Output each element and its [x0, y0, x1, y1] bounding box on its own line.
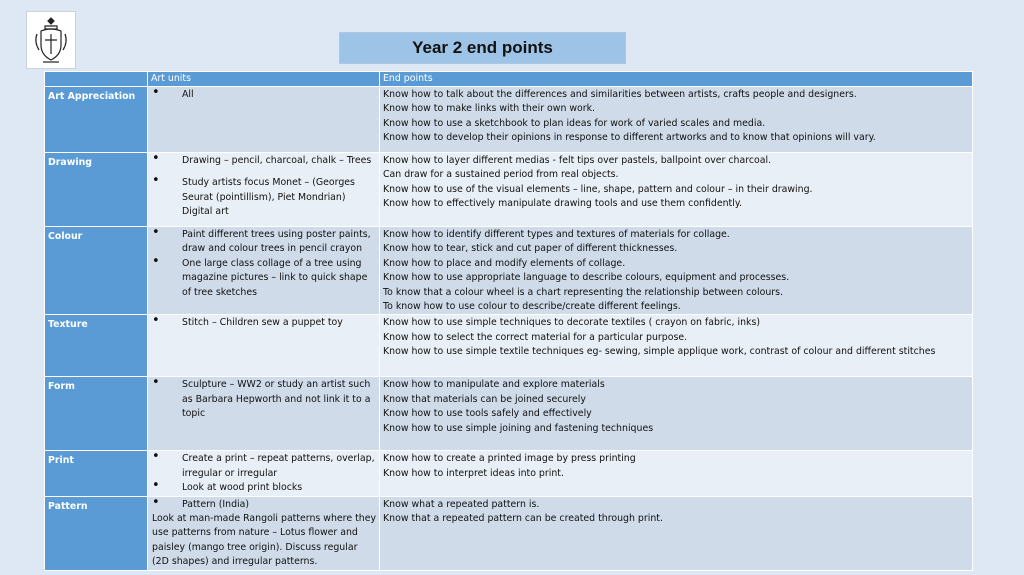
unit-item: • Study artists focus Monet – (Georges Seurat (pointillism), Piet Mondrian) Digital art	[152, 176, 376, 219]
end-point: Know how to use simple joining and fastening techniques	[383, 422, 654, 434]
table-row-colour	[45, 227, 973, 315]
row-end-points	[380, 377, 973, 451]
table-row-art-appreciation	[45, 87, 973, 153]
row-art-units	[148, 496, 380, 570]
header-end-points: End points	[380, 72, 973, 87]
row-end-points	[380, 315, 973, 377]
unit-item: • Look at wood print blocks	[152, 481, 376, 495]
end-point: Know how to select the correct material for a particular purpose.	[383, 331, 688, 343]
unit-item: • Paint different trees using poster paints, draw and colour trees in pencil crayon	[152, 228, 376, 257]
end-point: Know what a repeated pattern is.	[383, 498, 540, 510]
table-row-pattern	[45, 496, 973, 570]
row-art-units	[148, 315, 380, 377]
end-point: Know how to develop their opinions in response to different artworks and to know that opinions will vary.	[383, 132, 876, 144]
row-art-units	[148, 377, 380, 451]
end-point: Know how to place and modify elements of collage.	[383, 257, 626, 269]
unit-description: Look at man-made Rangoli patterns where they use patterns from nature – Lotus flower and paisley (mango tree origin). Discuss regular (2D shapes) and irregular patterns.	[152, 513, 377, 568]
unit-item: • All	[152, 88, 376, 102]
end-point: Know how to tear, stick and cut paper of different thicknesses.	[383, 243, 678, 255]
row-area-label: Print	[45, 451, 148, 496]
end-points-table	[44, 71, 973, 571]
page-title-box	[339, 32, 626, 64]
table-row-drawing	[45, 153, 973, 227]
row-area-label: Colour	[45, 227, 148, 315]
row-art-units	[148, 227, 380, 315]
row-end-points	[380, 87, 973, 153]
row-area-label: Art Appreciation	[45, 87, 148, 153]
end-point: Know how to make links with their own work.	[383, 103, 596, 115]
row-area-label: Form	[45, 377, 148, 451]
page-title: Year 2 end points	[412, 38, 553, 57]
end-point: Know how to use simple textile techniques eg- sewing, simple applique work, contrast of colour and different stitches	[383, 346, 936, 358]
header-art-units: Art units	[148, 72, 380, 87]
end-point: Know how to identify different types and textures of materials for collage.	[383, 229, 730, 240]
end-point: Know how to use a sketchbook to plan ideas for work of varied scales and media.	[383, 117, 766, 129]
table-row-texture	[45, 315, 973, 377]
end-point: Know how to use simple techniques to decorate textiles ( crayon on fabric, inks)	[383, 317, 761, 329]
end-point: Know how to layer different medias - felt tips over pastels, ballpoint over charcoal.	[383, 155, 772, 166]
unit-item: • Drawing – pencil, charcoal, chalk – Trees	[152, 154, 376, 168]
row-art-units	[148, 87, 380, 153]
row-area-label: Drawing	[45, 153, 148, 227]
unit-item: • Stitch – Children sew a puppet toy	[152, 316, 376, 330]
row-area-label: Pattern	[45, 496, 148, 570]
school-crest-logo	[26, 11, 76, 69]
end-point: Know how to manipulate and explore materials	[383, 379, 605, 391]
end-point: Know how to interpret ideas into print.	[383, 467, 564, 479]
end-point: Know how to use appropriate language to describe colours, equipment and processes.	[383, 272, 790, 284]
row-end-points	[380, 227, 973, 315]
table-row-print	[45, 451, 973, 496]
end-point: To know that a colour wheel is a chart representing the relationship between colours.	[383, 286, 784, 298]
header-area	[45, 72, 148, 87]
row-art-units	[148, 153, 380, 227]
row-art-units	[148, 451, 380, 496]
school-crest-icon	[27, 12, 75, 68]
end-point: To know how to use colour to describe/create different feelings.	[383, 301, 681, 313]
end-point: Know that a repeated pattern can be created through print.	[383, 513, 663, 525]
row-end-points	[380, 496, 973, 570]
end-point: Know how to talk about the differences and similarities between artists, crafts people and designers.	[383, 89, 857, 100]
row-area-label: Texture	[45, 315, 148, 377]
end-point: Know how to effectively manipulate drawing tools and use them confidently.	[383, 198, 743, 210]
end-point: Know how to use of the visual elements – line, shape, pattern and colour – in their drawing.	[383, 183, 813, 195]
end-point: Can draw for a sustained period from real objects.	[383, 169, 619, 181]
table-header-row	[45, 72, 973, 87]
end-point: Know how to use tools safely and effectively	[383, 408, 592, 420]
unit-item: • Pattern (India)	[152, 498, 376, 512]
table-row-form	[45, 377, 973, 451]
row-end-points	[380, 451, 973, 496]
unit-item: • One large class collage of a tree using magazine pictures – link to quick shape of tree sketches	[152, 257, 376, 300]
end-point: Know that materials can be joined securely	[383, 393, 586, 405]
unit-item: • Create a print – repeat patterns, overlap, irregular or irregular	[152, 452, 376, 481]
row-end-points	[380, 153, 973, 227]
unit-item: • Sculpture – WW2 or study an artist such as Barbara Hepworth and not link it to a topic	[152, 378, 376, 421]
end-point: Know how to create a printed image by press printing	[383, 453, 636, 465]
